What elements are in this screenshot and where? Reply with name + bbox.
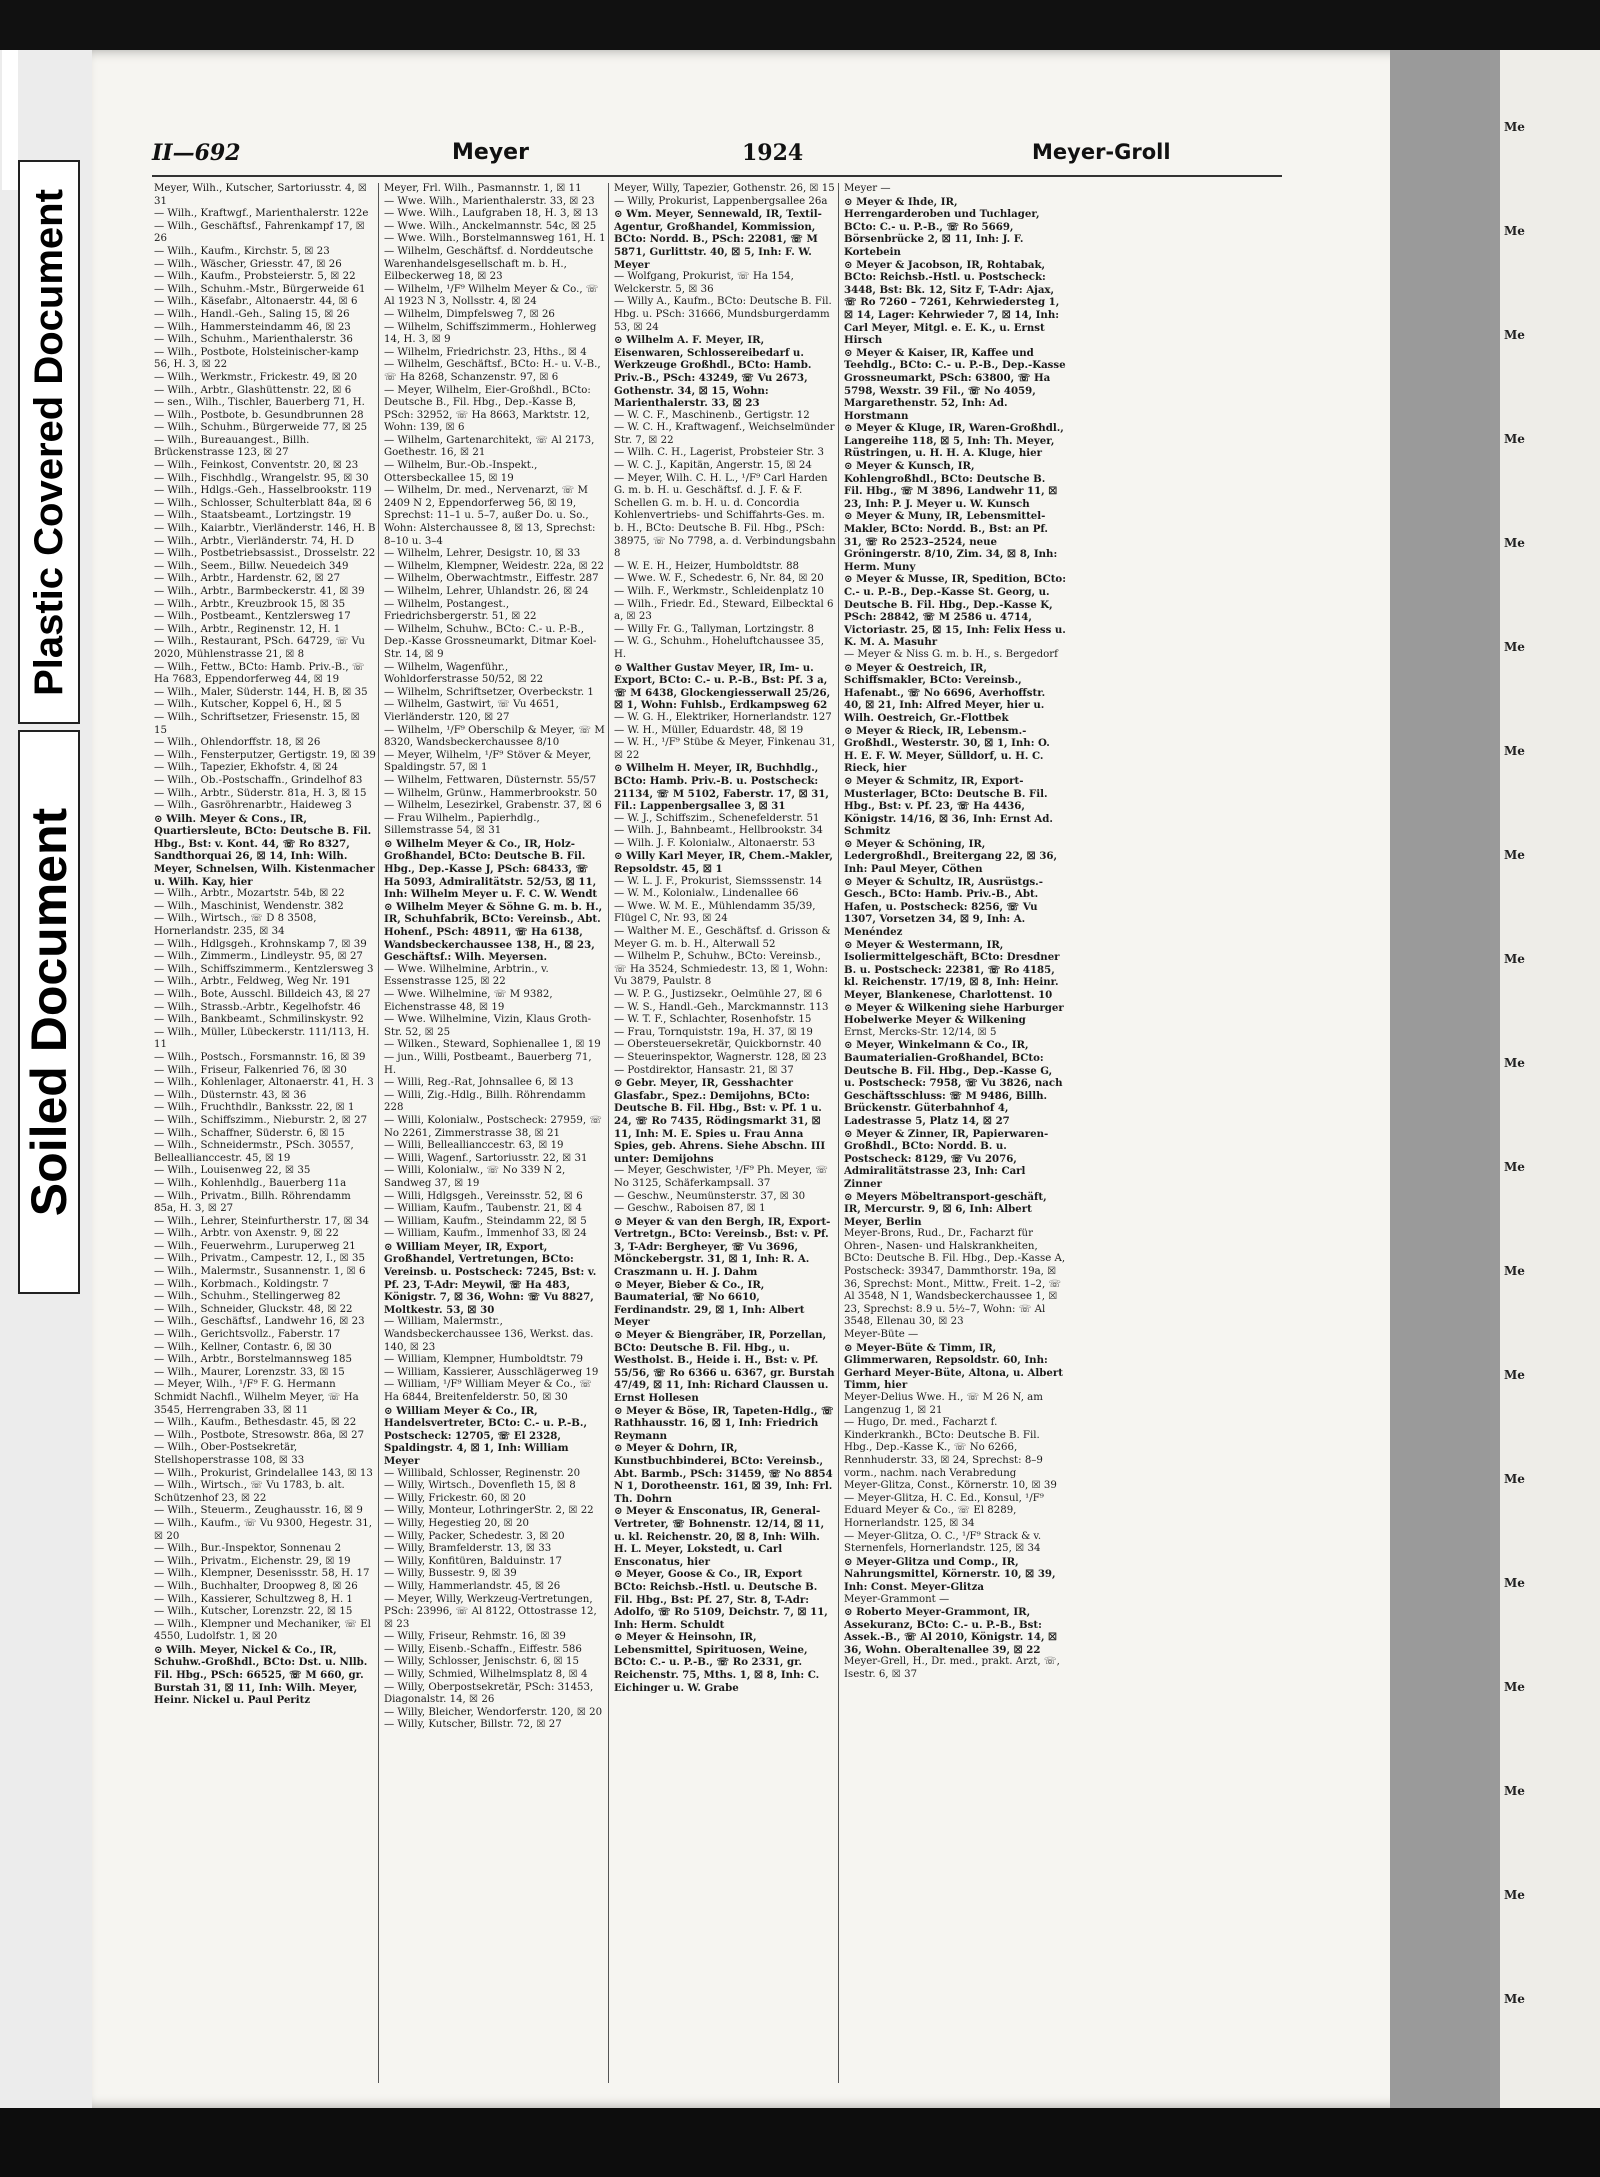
directory-entry: — William, Kaufm., Immenhof 33, ☒ 24 xyxy=(384,1228,587,1240)
directory-entry: — Wilh., Privatm., Campestr. 12, I., ☒ 35 xyxy=(154,1253,365,1265)
directory-entry: ⊙ Meyer, Winkelmann & Co., IR, Baumaterialien-Großhandel, BCto: Deutsche B. Fil. Hbg., Dep.-Kasse G, u. Postscheck: 7958, ☏ Vu 3826, nach Geschäftsschluss: ☏ M 9486, Billh. Brückenstr. Güterbahnhof 4, Ladestrasse 5, Platz 14, ☒ 27 xyxy=(844,1039,1063,1127)
directory-entry: — Wilh., Friseur, Falkenried 76, ☒ 30 xyxy=(154,1064,347,1076)
directory-entry: — Steuerinspektor, Wagnerstr. 128, ☒ 23 xyxy=(614,1051,827,1063)
directory-entry: — Wilh., Zimmerm., Lindleystr. 95, ☒ 27 xyxy=(154,951,363,963)
directory-entry: — Wilh., Kaufm., Kirchstr. 5, ☒ 23 xyxy=(154,245,330,257)
directory-entry: ⊙ Wilhelm Meyer & Söhne G. m. b. H., IR, Schuhfabrik, BCto: Vereinsb., Abt. Hohenf., PSch: 48911, ☏ Ha 6138, Wandsbeckerchaussee 138, H., ☒ 23, Geschäftsf.: Wilh. Meyersen. xyxy=(384,900,603,964)
directory-entry: ⊙ Meyer & Kunsch, IR, Kohlengroßhdl., BCto: Deutsche B. Fil. Hbg., ☏ M 3896, Landwehr 11, ☒ 23, Inh: P. J. Meyer u. W. Kunsch xyxy=(844,460,1058,510)
directory-entry: — Willi, Zig.-Hdlg., Billh. Röhrendamm 228 xyxy=(384,1089,586,1114)
directory-entry: ⊙ Meyer & Ihde, IR, Herrengarderoben und Tuchlager, BCto: C.- u. P.-B., ☏ Ro 5669, Börsenbrücke 2, ☒ 11, Inh: J. F. Kortebein xyxy=(844,195,1040,258)
directory-entry: ⊙ Meyer, Goose & Co., IR, Export BCto: Reichsb.-Hstl. u. Deutsche B. Fil. Hbg., Bst: Pf. 27, Str. 8, T-Adr: Adolfo, ☏ Ro 5109, Deichstr. 7, ☒ 11, Inh: Herm. Schuldt xyxy=(614,1568,828,1631)
entry-range-heading: Meyer-Groll xyxy=(1032,140,1171,164)
directory-entry: — Willibald, Schlosser, Reginenstr. 20 xyxy=(384,1467,581,1479)
directory-entry: Meyer-Delius Wwe. H., ☏ M 26 N, am Langenzug 1, ☒ 21 xyxy=(844,1392,1043,1416)
cut-label xyxy=(2,50,18,190)
directory-entry: — Wilhelm, ¹/F⁹ Wilhelm Meyer & Co., ☏ Al 1923 N 3, Nollsstr. 4, ☒ 24 xyxy=(384,283,599,308)
directory-entry: — Wilh., Buchhalter, Droopweg 8, ☒ 26 xyxy=(154,1580,358,1592)
directory-entry: ⊙ William Meyer, IR, Export, Großhandel, Vertretungen, BCto: Vereinsb. u. Postscheck: 7245, Bst: v. Pf. 23, T-Adr: Meywil, ☏ Ha 483, Königstr. 7, ☒ 36, Wohn: ☏ Vu 8827, Moltkestr. 53, ☒ 30 xyxy=(384,1240,597,1316)
directory-entry: ⊙ Gebr. Meyer, IR, Gesshachter Glasfabr., Spez.: Demijohns, BCto: Deutsche B. Fil. Hbg., Bst: v. Pf. 1 u. 24, ☏ Ro 7435, Rödingsmarkt 31, ☒ 11, Inh: M. E. Spies u. Frau Anna Spies, geb. Ahrens. Siehe Abschn. III unter: Demijohns xyxy=(614,1077,826,1165)
directory-entry: — sen., Wilh., Tischler, Bauerberg 71, H. xyxy=(154,397,365,409)
directory-entry: — Willy, Eisenb.-Schaffn., Eiffestr. 586 xyxy=(384,1643,582,1655)
directory-entry: — Willi, Belleallianccestr. 63, ☒ 19 xyxy=(384,1140,564,1152)
column-4 xyxy=(844,183,1066,2093)
directory-entry: ⊙ William Meyer & Co., IR, Handelsvertreter, BCto: C.- u. P.-B., Postscheck: 12705, ☏ El 2328, Spaldingstr. 4, ☒ 1, Inh: William Meyer xyxy=(384,1404,587,1467)
directory-entry: — W. H., ¹/F⁹ Stübe & Meyer, Finkenau 31, ☒ 22 xyxy=(614,737,836,761)
directory-entry: — Wwe. W. M. E., Mühlendamm 35/39, Flügel C, Nr. 93, ☒ 24 xyxy=(614,900,816,925)
directory-entry: Meyer-Büte — xyxy=(844,1329,919,1341)
directory-entry: — Willy, Konfitüren, Balduinstr. 17 xyxy=(384,1555,563,1567)
directory-entry: — Wilh., Seem., Billw. Neuedeich 349 xyxy=(154,560,349,572)
directory-entry: — Wilh., Werkmstr., Frickestr. 49, ☒ 20 xyxy=(154,371,358,383)
next-page-fragment: Me xyxy=(1504,1160,1525,1174)
directory-entry: — Geschw., Raboisen 87, ☒ 1 xyxy=(614,1203,766,1215)
year-heading: 1924 xyxy=(742,140,804,166)
directory-entry: ⊙ Meyer, Bieber & Co., IR, Baumaterial, ☏ No 6610, Ferdinandstr. 29, ☒ 1, Inh: Albert Meyer xyxy=(614,1278,805,1329)
directory-entry: — Wilhelm, Dimpfelsweg 7, ☒ 26 xyxy=(384,308,555,320)
directory-entry: — W. C. H., Kraftwagenf., Weichselmünder Str. 7, ☒ 22 xyxy=(614,422,835,446)
directory-entry: — William, ¹/F⁹ William Meyer & Co., ☏ Ha 6844, Breitenfelderstr. 50, ☒ 30 xyxy=(384,1379,593,1403)
directory-entry: — Wwe. Wilh., Borstelmannsweg 161, H. 1 xyxy=(384,233,606,245)
directory-entry: — Walther M. E., Geschäftsf. d. Grisson & Meyer G. m. b. H., Alterwall 52 xyxy=(614,926,831,950)
directory-entry: — Wilh., Feinkost, Conventstr. 20, ☒ 23 xyxy=(154,460,359,472)
directory-entry: — Wilh., Arbtr., Mozartstr. 54b, ☒ 22 xyxy=(154,888,345,900)
directory-entry: — Willy, Hammerlandstr. 45, ☒ 26 xyxy=(384,1580,561,1592)
plastic-covered-text: Plastic Covered Document xyxy=(26,188,71,696)
directory-entry: ⊙ Wilhelm H. Meyer, IR, Buchhdlg., BCto: Hamb. Priv.-B. u. Postscheck: 21134, ☏ M 5102, Faberstr. 17, ☒ 31, Fil.: Lappenbergsallee 3, ☒ 31 xyxy=(614,762,829,813)
directory-entry: — Willy, Monteur, LothringerStr. 2, ☒ 22 xyxy=(384,1505,594,1517)
header-rule xyxy=(152,175,1282,177)
directory-entry: — Wilh., Düsternstr. 43, ☒ 36 xyxy=(154,1089,307,1101)
directory-entry: — Meyer, Wilh., ¹/F⁹ F. G. Hermann Schmidt Nachfl., Wilhelm Meyer, ☏ Ha 3545, Herrengraben 33, ☒ 11 xyxy=(154,1379,359,1416)
next-page-fragment: Me xyxy=(1504,952,1525,966)
directory-entry: — W. S., Handl.-Geh., Marckmannstr. 113 xyxy=(614,1001,829,1013)
directory-entry: — W. G. H., Elektriker, Hornerlandstr. 127 xyxy=(614,711,832,723)
directory-entry: — W. H., Müller, Eduardstr. 48, ☒ 19 xyxy=(614,724,804,736)
directory-entry: — Willi, Kolonialw., ☏ No 339 N 2, Sandweg 37, ☒ 19 xyxy=(384,1165,566,1189)
directory-entry: — Wilh., Postbote, b. Gesundbrunnen 28 xyxy=(154,409,364,421)
directory-entry: ⊙ Meyers Möbeltransport-geschäft, IR, Mercurstr. 9, ☒ 6, Inh: Albert Meyer, Berlin xyxy=(844,1190,1047,1228)
directory-entry: — Willy, Bramfelderstr. 13, ☒ 33 xyxy=(384,1543,552,1555)
directory-entry: ⊙ Meyer & Westermann, IR, Isoliermittelgeschäft, BCto: Dresdner B. u. Postscheck: 22381, ☏ Ro 4185, kl. Reichenstr. 17/19, ☒ 8, Inh: Heinr. Meyer, Blankenese, Charlottenst. 10 xyxy=(844,938,1060,1001)
directory-entry: — Wilken., Steward, Sophienallee 1, ☒ 19 xyxy=(384,1039,601,1051)
directory-entry: — W. E. H., Heizer, Humboldtstr. 88 xyxy=(614,560,800,572)
directory-entry: — Wilhelm P., Schuhw., BCto: Vereinsb., ☏ Ha 3524, Schmiedestr. 13, ☒ 1, Wohn: Vu 3879, Paulstr. 8 xyxy=(614,951,829,988)
directory-entry: — Wilh., Arbtr. von Axenstr. 9, ☒ 22 xyxy=(154,1228,339,1240)
soiled-document-text: Soiled Document xyxy=(21,807,77,1217)
directory-entry: — Wilh., Maurer, Lorenzstr. 33, ☒ 15 xyxy=(154,1366,345,1378)
directory-entry: — Wilh., Schuhm., Marienthalerstr. 36 xyxy=(154,334,353,346)
directory-entry: — William, Kassierer, Ausschlägerweg 19 xyxy=(384,1366,599,1378)
directory-entry: ⊙ Meyer & Zinner, IR, Papierwaren-Großhdl., BCto: Nordd. B. u. Postscheck: 8129, ☏ Vu 2076, Admiralitätstrasse 23, Inh: Carl Zinner xyxy=(844,1127,1049,1190)
directory-entry: — Wilh., Wäscher, Griesstr. 47, ☒ 26 xyxy=(154,258,342,270)
directory-entry: — Wilh., Prokurist, Grindelallee 143, ☒ 13 xyxy=(154,1467,373,1479)
directory-entry: Meyer-Glitza, Const., Körnerstr. 10, ☒ 39 xyxy=(844,1480,1057,1492)
directory-entry: — Wilh., Postbote, Stresowstr. 86a, ☒ 27 xyxy=(154,1429,365,1441)
directory-entry: ⊙ Willy Karl Meyer, IR, Chem.-Makler, Repsoldstr. 45, ☒ 1 xyxy=(614,850,833,876)
directory-entry: — Wolfgang, Prokurist, ☏ Ha 154, Welckerstr. 5, ☒ 36 xyxy=(614,271,794,295)
next-page-edge xyxy=(1500,50,1600,2108)
directory-entry: — Willy, Wirtsch., Dovenfleth 15, ☒ 8 xyxy=(384,1480,576,1492)
directory-entry: — Wilh., Handl.-Geh., Saling 15, ☒ 26 xyxy=(154,308,350,320)
directory-entry: — Wilhelm, Lehrer, Uhlandstr. 26, ☒ 24 xyxy=(384,586,589,597)
directory-entry: — Frau, Tornquiststr. 19a, H. 37, ☒ 19 xyxy=(614,1026,813,1038)
directory-entry: — Wwe. Wilh., Anckelmannstr. 54c, ☒ 25 xyxy=(384,220,597,232)
directory-entry: — William, Kaufm., Steindamm 22, ☒ 5 xyxy=(384,1215,587,1227)
next-page-fragment: Me xyxy=(1504,224,1525,238)
directory-entry: — Wilhelm, Schriftsetzer, Overbeckstr. 1 xyxy=(384,686,594,698)
directory-entry: — Wilh., Geschäftsf., Fahrenkampf 17, ☒ 26 xyxy=(154,220,365,245)
directory-entry: ⊙ Meyer & van den Bergh, IR, Export-Vertretgn., BCto: Vereinsb., Bst: v. Pf. 3, T-Adr: Bergheyer, ☏ Vu 3696, Mönckebergstr. 31, ☒ 1, Inh: R. A. Craszmann u. H. J. Dahm xyxy=(614,1215,831,1279)
directory-entry: Meyer-Brons, Rud., Dr., Facharzt für Ohren-, Nasen- und Halskrankheiten, BCto: Deutsche B. Fil. Hbg., Dep.-Kasse A, Postscheck: 39347, Dammthorstr. 19a, ☒ 36, Sprechst: Mont., Mittw., Freit. 1–2, ☏ Al 3548, N 1, Wandsbeckerchaussee 1, ☒ 23, Sprechst: 8.9 u. 5½–7, Wohn: ☏ Al 3548, Ellenau 30, ☒ 23 xyxy=(844,1228,1066,1328)
directory-entry: — Wilh., Lehrer, Steinfurtherstr. 17, ☒ 34 xyxy=(154,1215,369,1227)
directory-entry: — Wilh., Geschäftsf., Landwehr 16, ☒ 23 xyxy=(154,1316,365,1328)
directory-entry: — Willy, Kutscher, Billstr. 72, ☒ 27 xyxy=(384,1719,562,1731)
directory-entry: — Wilh., Kaufm., ☏ Vu 9300, Hegestr. 31, ☒ 20 xyxy=(154,1517,372,1542)
directory-entry: ⊙ Meyer & Kaiser, IR, Kaffee und Teehdlg., BCto: C.- u. P.-B., Dep.-Kasse Grossneumarkt, PSch: 63800, ☏ Ha 5798, Wexstr. 39 Fil., ☏ No 4059, Margarethenstr. 52, Inh: Ad. Horstmann xyxy=(844,346,1066,422)
next-page-fragment: Me xyxy=(1504,1472,1525,1486)
directory-entry: — Wilh., Ohlendorffstr. 18, ☒ 26 xyxy=(154,737,321,749)
directory-entry: ⊙ Wilhelm A. F. Meyer, IR, Eisenwaren, Schlossereibedarf u. Werkzeuge Großhdl., BCto: Hamb. Priv.-B., PSch: 43249, ☏ Vu 2673, Gothenstr. 34, ☒ 15, Wohn: Marienthalerstr. 33, ☒ 23 xyxy=(614,334,812,410)
directory-entry: ⊙ Meyer & Muny, IR, Lebensmittel-Makler, BCto: Nordd. B., Bst: an Pf. 31, ☏ Ro 2523–2524, neue Gröningerstr. 8/10, Zim. 34, ☒ 8, Inh: Herm. Muny xyxy=(844,510,1058,573)
directory-entry: ⊙ Walther Gustav Meyer, IR, Im- u. Export, BCto: C.- u. P.-B., Bst: Pf. 3 a, ☏ M 6438, Glockengiesserwall 25/26, ☒ 1, Wohn: Fuhlsb., Erdkampsweg 62 xyxy=(614,661,831,712)
directory-entry: — Willy, Oberpostsekretär, PSch: 31453, Diagonalstr. 14, ☒ 26 xyxy=(384,1681,594,1706)
book-gutter xyxy=(1390,50,1500,2108)
directory-entry: — Wilh., Schiffszimm., Nieburstr. 2, ☒ 27 xyxy=(154,1114,368,1126)
directory-entry: — Willy, Friseur, Rehmstr. 16, ☒ 39 xyxy=(384,1631,566,1643)
directory-entry: — Wilhelm, Gartenarchitekt, ☏ Al 2173, Goethestr. 16, ☒ 21 xyxy=(384,434,595,459)
directory-entry: — Wilh., Schuhm., Bürgerweide 77, ☒ 25 xyxy=(154,422,368,434)
directory-entry: ⊙ Meyer & Ensconatus, IR, General-Vertreter, ☏ Bohnenstr. 12/14, ☒ 11, u. kl. Reichenstr. 20, ☒ 8, Inh: Wilh. H. L. Meyer, Lokstedt, u. Carl Ensconatus, hier xyxy=(614,1505,825,1568)
directory-entry: — Wilh., Ob.-Postschaffn., Grindelhof 83 xyxy=(154,774,363,786)
directory-entry: — Wilh., Restaurant, PSch. 64729, ☏ Vu 2020, Mühlenstrasse 21, ☒ 8 xyxy=(154,636,365,660)
directory-entry: — Willi, Kolonialw., Postscheck: 27959, ☏ No 2261, Zimmerstrasse 38, ☒ 21 xyxy=(384,1114,603,1139)
directory-entry: — Obersteuersekretär, Quickbornstr. 40 xyxy=(614,1039,822,1051)
directory-entry: — Wilh., Käsefabr., Altonaerstr. 44, ☒ 6 xyxy=(154,296,358,308)
directory-entry: — Willy, Frickestr. 60, ☒ 20 xyxy=(384,1492,526,1504)
directory-entry: — Wilh., Tapezier, Ekhofstr. 4, ☒ 24 xyxy=(154,762,338,774)
directory-entry: — Wilh., Kraftwgf., Marienthalerstr. 122e xyxy=(154,208,369,220)
surname-heading: Meyer xyxy=(452,140,529,165)
directory-entry: — Wilh., Steuerm., Zeughausstr. 16, ☒ 9 xyxy=(154,1505,363,1517)
directory-entry: — Wilh., Hdlgsgeh., Krohnskamp 7, ☒ 39 xyxy=(154,938,367,950)
directory-entry: — Wilh., Privatm., Billh. Röhrendamm 85a, H. 3, ☒ 27 xyxy=(154,1190,351,1215)
next-page-fragment: Me xyxy=(1504,1992,1525,2006)
directory-entry: — Wilhelm, Lehrer, Desigstr. 10, ☒ 33 xyxy=(384,548,581,560)
directory-entry: ⊙ Meyer & Dohrn, IR, Kunstbuchbinderei, BCto: Vereinsb., Abt. Barmb., PSch: 31459, ☏ No 8854 N 1, Dorotheenstr. 161, ☒ 39, Inh: Frl. Th. Dohrn xyxy=(614,1442,833,1505)
next-page-fragment: Me xyxy=(1504,1056,1525,1070)
directory-entry: — Wilhelm, Gastwirt, ☏ Vu 4651, Vierländerstr. 120, ☒ 27 xyxy=(384,699,559,723)
directory-entry: — Wilh., Schneider, Gluckstr. 48, ☒ 22 xyxy=(154,1303,353,1315)
directory-entry: — Wilh., Wirtsch., ☏ D 8 3508, Hornerlandstr. 235, ☒ 34 xyxy=(154,913,317,938)
next-page-fragment: Me xyxy=(1504,328,1525,342)
directory-entry: — Wwe. Wilhelmine, Arbtrin., v. Essenstrasse 125, ☒ 22 xyxy=(384,963,549,988)
directory-entry: — Wilh., Arbtr., Süderstr. 81a, H. 3, ☒ 15 xyxy=(154,787,367,799)
directory-entry: — Wilh., Arbtr., Feldweg, Weg Nr. 191 xyxy=(154,976,351,988)
directory-entry: — Wilh., Kutscher, Koppel 6, H., ☒ 5 xyxy=(154,699,342,711)
scan-border-top xyxy=(0,0,1600,50)
directory-entry: ⊙ Meyer & Biengräber, IR, Porzellan, BCto: Deutsche B. Fil. Hbg., u. Westholst. B., Heide i. H., Bst: v. Pf. 55/56, ☏ Ro 6366 u. 6367, gr. Burstah 47/49, ☒ 11, Inh: Richard Claussen u. Ernst Hollesen xyxy=(614,1329,835,1404)
directory-entry: — Geschw., Neumünsterstr. 37, ☒ 30 xyxy=(614,1190,806,1202)
directory-entry: — Wilhelm, Grünw., Hammerbrookstr. 50 xyxy=(384,787,598,799)
directory-entry: — Wilh., Schneidermstr., PSch. 30557, Belleallianccestr. 45, ☒ 19 xyxy=(154,1140,354,1164)
directory-entry: ⊙ Wilh. Meyer, Nickel & Co., IR, Schuhw.-Großhdl., BCto: Dst. u. Nllb. Fil. Hbg., PSch: 66525, ☏ M 660, gr. Burstah 31, ☒ 11, Inh: Wilh. Meyer, Heinr. Nickel u. Paul Peritz xyxy=(154,1643,368,1707)
directory-entry: — Meyer & Niss G. m. b. H., s. Bergedorf xyxy=(844,648,1058,660)
directory-entry: — Wilh., Kaufm., Bethesdastr. 45, ☒ 22 xyxy=(154,1417,357,1429)
directory-entry: ⊙ Meyer & Musse, IR, Spedition, BCto: C.- u. P.-B., Dep.-Kasse St. Georg, u. Deutsche B. Fil. Hbg., Dep.-Kasse K, PSch: 28842, ☏ M 2586 u. 4714, Victoriastr. 25, ☒ 15, Inh: Felix Hess u. K. M. A. Masuhr xyxy=(844,573,1066,649)
directory-entry: — W. G., Schuhm., Hoheluftchaussee 35, H. xyxy=(614,636,824,660)
directory-entry: — W. C. F., Maschinenb., Gertigstr. 12 xyxy=(614,409,810,421)
directory-entry: — Wilh., Privatm., Eichenstr. 29, ☒ 19 xyxy=(154,1555,351,1567)
directory-entry: — Willy, Hegestieg 20, ☒ 20 xyxy=(384,1517,529,1529)
directory-entry: — Wilh., Kaufm., Probsteierstr. 5, ☒ 22 xyxy=(154,271,356,283)
column-1 xyxy=(154,183,376,2093)
column-3 xyxy=(614,183,836,2093)
next-page-fragment: Me xyxy=(1504,848,1525,862)
directory-entry: — William, Kaufm., Taubenstr. 21, ☒ 4 xyxy=(384,1203,582,1215)
directory-entry: ⊙ Wm. Meyer, Sennewald, IR, Textil-Agentur, Großhandel, Kommission, BCto: Nordd. B., PSch: 22081, ☏ M 5871, Gurlittstr. 40, ☒ 5, Inh: F. W. Meyer xyxy=(614,208,822,271)
directory-entry: — Wilhelm, Schiffszimmerm., Hohlerweg 14, H. 3, ☒ 9 xyxy=(384,321,597,346)
directory-entry: ⊙ Meyer & Schöning, IR, Ledergroßhdl., Breitergang 22, ☒ 36, Inh: Paul Meyer, Cöthen xyxy=(844,837,1058,876)
directory-entry: — Meyer, Geschwister, ¹/F⁹ Ph. Meyer, ☏ No 3125, Schäferkampsall. 37 xyxy=(614,1165,829,1189)
directory-entry: — Wilh., Kohlenlager, Altonaerstr. 41, H. 3 xyxy=(154,1077,374,1089)
directory-entry: — Wilh., Schaffner, Süderstr. 6, ☒ 15 xyxy=(154,1127,345,1139)
directory-entry: Meyer-Grammont — xyxy=(844,1593,950,1605)
scan-border-bottom xyxy=(0,2108,1600,2177)
directory-entry: — Willy, Schmied, Wilhelmsplatz 8, ☒ 4 xyxy=(384,1669,588,1681)
directory-entry: — Wilh., Arbtr., Reginenstr. 12, H. 1 xyxy=(154,623,341,635)
directory-entry: — Willy, Packer, Schedestr. 3, ☒ 20 xyxy=(384,1530,565,1542)
directory-entry: — Wilh., Maschinist, Wendenstr. 382 xyxy=(154,900,344,912)
directory-entry: — Meyer, Wilhelm, ¹/F⁹ Stöver & Meyer, Spaldingstr. 57, ☒ 1 xyxy=(384,749,592,774)
column-2 xyxy=(384,183,606,2093)
directory-entry: ⊙ Wilhelm Meyer & Co., IR, Holz-Großhandel, BCto: Deutsche B. Fil. Hbg., Dep.-Kasse J, PSch: 68433, ☏ Ha 5093, Admiralitätstr. 52/53, ☒ 11, Inh: Wilhelm Meyer u. F. C. W. Wendt xyxy=(384,837,598,901)
directory-entry: ⊙ Meyer & Rieck, IR, Lebensm.-Großhdl., Westerstr. 30, ☒ 1, Inh: O. H. E. F. W. Meyer, Sülldorf, u. H. C. Rieck, hier xyxy=(844,724,1050,775)
directory-entry: — Wilh., Fensterputzer, Gertigstr. 19, ☒ 39 xyxy=(154,749,376,761)
directory-entry: — Wilh., Kutscher, Lorenzstr. 22, ☒ 15 xyxy=(154,1606,353,1618)
directory-entry: ⊙ Roberto Meyer-Grammont, IR, Assekuranz, BCto: C.- u. P.-B., Bst: Assek.-B., ☏ Al 2010, Königstr. 14, ☒ 36, Wohn. Oberaltenallee 39, ☒ 22 xyxy=(844,1606,1058,1656)
directory-entry: — Wilhelm, Geschäftsf., BCto: H.- u. V.-B., ☏ Ha 8268, Schanzenstr. 97, ☒ 6 xyxy=(384,359,601,383)
directory-entry: Ernst, Mercks-Str. 12/14, ☒ 5 xyxy=(844,1026,997,1038)
plastic-covered-label xyxy=(18,160,80,724)
directory-entry: — W. M., Kolonialw., Lindenallee 66 xyxy=(614,888,799,900)
directory-entry: — Wilh., Fettw., BCto: Hamb. Priv.-B., ☏ Ha 7683, Eppendorferweg 44, ☒ 19 xyxy=(154,661,365,686)
directory-entry: Meyer, Wilh., Kutscher, Sartoriusstr. 4, ☒ 31 xyxy=(154,183,368,207)
directory-entry: ⊙ Wilh. Meyer & Cons., IR, Quartiersleute, BCto: Deutsche B. Fil. Hbg., Bst: v. Kont. 44, ☏ Ro 8327, Sandthorquai 26, ☒ 14, Inh: Wilh. Meyer, Schnelsen, Wilh. Kistenmacher u. Wilh. Kay, hier xyxy=(154,812,375,888)
directory-entry: — W. J., Schiffszim., Schenefelderstr. 51 xyxy=(614,812,820,824)
directory-entry: — jun., Willi, Postbeamt., Bauerberg 71, H. xyxy=(384,1051,592,1076)
directory-entry: ⊙ Meyer-Büte & Timm, IR, Glimmerwaren, Repsoldstr. 60, Inh: Gerhard Meyer-Büte, Altona, u. Albert Timm, hier xyxy=(844,1341,1063,1392)
directory-entry: — Hugo, Dr. med., Facharzt f. Kinderkrankh., BCto: Deutsche B. Fil. Hbg., Dep.-Kasse K., ☏ No 6266, Rennhuderstr. 33, ☒ 24, Sprechst: 8–9 vorm., nachm. nach Verabredung xyxy=(844,1417,1043,1479)
next-page-fragment: Me xyxy=(1504,1784,1525,1798)
directory-entry: — Wilh., Wirtsch., ☏ Vu 1783, b. alt. Schützenhof 23, ☒ 22 xyxy=(154,1480,345,1504)
directory-entry: — Wilh., Gerichtsvollz., Faberstr. 17 xyxy=(154,1329,341,1341)
directory-entry: — Willy, Bleicher, Wendorferstr. 120, ☒ 20 xyxy=(384,1706,603,1718)
directory-entry: — Wilhelm, Fettwaren, Düsternstr. 55/57 xyxy=(384,774,597,786)
directory-entry: — Wilh., Bureauangest., Billh. Brückenstrasse 123, ☒ 27 xyxy=(154,434,310,459)
soiled-document-label xyxy=(18,730,80,1294)
directory-entry: — Meyer, Wilh. C. H. L., ¹/F⁹ Carl Harden G. m. b. H. u. Geschäftsf. d. J. F. & F. Schellen G. m. b. H. u. d. Concordia Kohlenvertriebs- und Schiffahrts-Ges. m. b. H., BCto: Deutsche B. Fil. Hbg., PSch: 38975, ☏ No 7798, a. d. Verbindungsbahn 8 xyxy=(614,472,836,560)
directory-entry: — Wilh., Arbtr., Borstelmannsweg 185 xyxy=(154,1354,352,1366)
directory-entry: — Wilh., Kellner, Contastr. 6, ☒ 30 xyxy=(154,1341,332,1353)
directory-entry: — Wilh., Friedr. Ed., Steward, Eilbecktal 6 a, ☒ 23 xyxy=(614,598,834,623)
directory-entry: — Wilh., Schiffszimmerm., Kentzlersweg 3 xyxy=(154,963,374,975)
next-page-fragment: Me xyxy=(1504,1576,1525,1590)
directory-entry: — Wilh. F., Werkmstr., Schleidenplatz 10 xyxy=(614,586,825,597)
directory-entry: ⊙ Meyer & Böse, IR, Tapeten-Hdlg., ☏ Rathhausstr. 16, ☒ 1, Inh: Friedrich Reymann xyxy=(614,1404,834,1442)
directory-entry: — W. T. F., Schlachter, Rosenhofstr. 15 xyxy=(614,1014,812,1026)
directory-entry: — Wilh. J., Bahnbeamt., Hellbrookstr. 34 xyxy=(614,825,823,837)
directory-entry: — Meyer, Wilhelm, Eier-Großhdl., BCto: Deutsche B., Fil. Hbg., Dep.-Kasse B, PSch: 32952, ☏ Ha 8663, Marktstr. 12, Wohn: 139, ☒ 6 xyxy=(384,384,591,434)
directory-entry: — Wilh., Korbmach., Koldingstr. 7 xyxy=(154,1278,329,1290)
directory-entry: — Postdirektor, Hansastr. 21, ☒ 37 xyxy=(614,1064,794,1076)
directory-entry: ⊙ Meyer & Schultz, IR, Ausrüstgs.-Gesch., BCto: Hamb. Priv.-B., Abt. Hafen, u. Postscheck: 8256, ☏ Vu 1307, Vorsetzen 34, ☒ 9, Inh: A. Menéndez xyxy=(844,875,1043,939)
page-header xyxy=(152,140,1252,174)
directory-entry: — William, Malermstr., Wandsbeckerchaussee 136, Werkst. das. 140, ☒ 23 xyxy=(384,1316,594,1353)
directory-entry: — Wilh., Postbeamt., Kentzlersweg 17 xyxy=(154,611,351,623)
directory-entry: — Wilh., Klempner, Desenissstr. 58, H. 17 xyxy=(154,1568,370,1580)
directory-entry: — Wilh., Arbtr., Vierländerstr. 74, H. D xyxy=(154,535,354,547)
directory-entry: — Wilhelm, Dr. med., Nervenarzt, ☏ M 2409 N 2, Eppendorferweg 56, ☒ 19, Sprechst: 11–1 u. 5–7, außer Do. u. So., Wohn: Alsterchaussee 8, ☒ 13, Sprechst: 8–10 u. 3–4 xyxy=(384,485,596,547)
directory-entry: — Wilh., Kohlenhdlg., Bauerberg 11a xyxy=(154,1177,347,1189)
directory-entry: — Willy Fr. G., Tallyman, Lortzingstr. 8 xyxy=(614,623,814,635)
directory-entry: — Wwe. Wilhelmine, Vizin, Klaus Groth-Str. 52, ☒ 25 xyxy=(384,1014,592,1038)
directory-entry: — Wilh., Postbote, Holsteinischer-kamp 56, H. 3, ☒ 22 xyxy=(154,346,359,371)
directory-entry: Meyer, Willy, Tapezier, Gothenstr. 26, ☒ 15 xyxy=(614,183,835,194)
directory-entry: ⊙ Meyer & Heinsohn, IR, Lebensmittel, Spirituosen, Weine, BCto: C.- u. P.-B., ☏ Ro 2331, gr. Reichenstr. 75, Mths. 1, ☒ 8, Inh: C. Eichinger u. W. Grabe xyxy=(614,1631,820,1694)
directory-entry: — Wilh., Gasröhrenarbtr., Haideweg 3 xyxy=(154,800,352,812)
directory-entry: — Wilh., Arbtr., Glashüttenstr. 22, ☒ 6 xyxy=(154,384,352,396)
directory-entry: — Wilh., Kassierer, Schultzweg 8, H. 1 xyxy=(154,1593,353,1605)
directory-entry: — Wilhelm, Klempner, Weidestr. 22a, ☒ 22 xyxy=(384,560,604,572)
directory-entry: — Wilh., Müller, Lübeckerstr. 111/113, H. 11 xyxy=(154,1026,370,1051)
directory-entry: — Wilhelm, Postangest., Friedrichsbergerstr. 51, ☒ 22 xyxy=(384,598,537,623)
directory-entry: — Wilhelm, Schuhw., BCto: C.- u. P.-B., Dep.-Kasse Grossneumarkt, Ditmar Koel-Str. 14, ☒ 9 xyxy=(384,623,597,660)
directory-entry: — Wilh., Postsch., Forsmannstr. 16, ☒ 39 xyxy=(154,1051,366,1063)
next-page-fragment: Me xyxy=(1504,640,1525,654)
directory-entry: — Wilh., Klempner und Mechaniker, ☏ El 4550, Ludolfstr. 1, ☒ 20 xyxy=(154,1618,371,1643)
directory-entry: — Wilh., Schlosser, Schulterblatt 84a, ☒ 6 xyxy=(154,497,372,509)
directory-entry: — Wilh., Schuhm., Stellingerweg 82 xyxy=(154,1291,341,1303)
directory-entry: — Meyer-Glitza, O. C., ¹/F⁹ Strack & v. Sternenfels, Hornerlandstr. 125, ☒ 34 xyxy=(844,1530,1042,1555)
directory-entry: — Wilh., Arbtr., Kreuzbrook 15, ☒ 35 xyxy=(154,598,346,610)
directory-entry: — Willy A., Kaufm., BCto: Deutsche B. Fil. Hbg. u. PSch: 31666, Mundsburgerdamm 53, ☒ 24 xyxy=(614,296,832,333)
directory-entry: — Wilh., Fischhdlg., Wrangelstr. 95, ☒ 30 xyxy=(154,472,369,484)
directory-entry: — Wwe. Wilh., Marienthalerstr. 33, ☒ 23 xyxy=(384,195,595,207)
directory-entry: — Wilh., Maler, Süderstr. 144, H. B, ☒ 35 xyxy=(154,686,368,698)
directory-entry: — Wilhelm, ¹/F⁹ Oberschilp & Meyer, ☏ M 8320, Wandsbeckerchaussee 8/10 xyxy=(384,724,605,749)
next-page-fragment: Me xyxy=(1504,1888,1525,1902)
next-page-fragment: Me xyxy=(1504,1680,1525,1694)
directory-entry: — Meyer, Willy, Werkzeug-Vertretungen, PSch: 23996, ☏ Al 8122, Ottostrasse 12, ☒ 23 xyxy=(384,1593,597,1630)
directory-entry: — Wilh., Schuhm.-Mstr., Bürgerweide 61 xyxy=(154,283,366,295)
directory-entry: — Wilh., Bur.-Inspektor, Sonnenau 2 xyxy=(154,1543,342,1555)
directory-entry: — Wilh., Ober-Postsekretär, Stellshoperstrasse 108, ☒ 33 xyxy=(154,1442,305,1466)
directory-page xyxy=(92,50,1492,2108)
directory-entry: — W. C. J., Kapitän, Angerstr. 15, ☒ 24 xyxy=(614,460,812,472)
column-divider xyxy=(378,183,379,2083)
directory-entry: — Wilhelm, Geschäftsf. d. Norddeutsche Warenhandelsgesellschaft m. b. H., Eilbeckerweg 18, ☒ 23 xyxy=(384,245,594,283)
directory-entry: ⊙ Meyer & Kluge, IR, Waren-Großhdl., Langereihe 118, ☒ 5, Inh: Th. Meyer, Rüstringen, u. H. H. A. Kluge, hier xyxy=(844,422,1064,460)
directory-entry: — Wilh., Hdlgs.-Geh., Hasselbrookstr. 119 xyxy=(154,485,372,497)
directory-entry: — W. L. J. F., Prokurist, Siemsssenstr. 14 xyxy=(614,875,823,887)
next-page-fragment: Me xyxy=(1504,120,1525,134)
directory-entry: — Wilhelm, Friedrichstr. 23, Hths., ☒ 4 xyxy=(384,346,587,358)
directory-entry: — Wilhelm, Lesezirkel, Grabenstr. 37, ☒ 6 xyxy=(384,800,602,812)
directory-entry: — Wilh., Arbtr., Barmbeckerstr. 41, ☒ 39 xyxy=(154,586,365,597)
directory-entry: — Wilh., Strassb.-Arbtr., Kegelhofstr. 46 xyxy=(154,1001,361,1013)
directory-entry: — Willi, Hdlgsgeh., Vereinsstr. 52, ☒ 6 xyxy=(384,1190,583,1202)
directory-entry: — Wilhelm, Bur.-Ob.-Inspekt., Ottersbeckallee 15, ☒ 19 xyxy=(384,460,538,484)
directory-entry: — Wilhelm, Oberwachtmstr., Eiffestr. 287 xyxy=(384,573,599,585)
directory-entry: — Wilh., Feuerwehrm., Luruperweg 21 xyxy=(154,1240,356,1252)
directory-entry: — Wilh., Postbetriebsassist., Drosselstr. 22 xyxy=(154,548,376,560)
directory-entry: — Wilh., Kaiarbtr., Vierländerstr. 146, H. B xyxy=(154,523,376,535)
directory-entry: ⊙ Meyer & Schmitz, IR, Export-Musterlager, BCto: Deutsche B. Fil. Hbg., Bst: v. Pf. 23, ☏ Ha 4436, Königstr. 14/16, ☒ 36, Inh: Ernst Ad. Schmitz xyxy=(844,774,1053,838)
directory-entry: Meyer — xyxy=(844,183,891,194)
directory-entry: — Wilh., Arbtr., Hardenstr. 62, ☒ 27 xyxy=(154,573,341,585)
directory-entry: — Meyer-Glitza, H. C. Ed., Konsul, ¹/F⁹ Eduard Meyer & Co., ☏ El 8289, Hornerlandstr. 125, ☒ 34 xyxy=(844,1492,1044,1529)
directory-entry: — Wilhelm, Wagenführ., Wohldorferstrasse 50/52, ☒ 22 xyxy=(384,661,544,686)
next-page-fragment: Me xyxy=(1504,1368,1525,1382)
next-page-fragment: Me xyxy=(1504,432,1525,446)
directory-entry: Meyer-Grell, H., Dr. med., prakt. Arzt, ☏, Isestr. 6, ☒ 37 xyxy=(844,1656,1060,1681)
directory-entry: — Wilh., Louisenweg 22, ☒ 35 xyxy=(154,1165,311,1177)
directory-entry: — Wwe. W. F., Schedestr. 6, Nr. 84, ☒ 20 xyxy=(614,573,824,585)
directory-entry: — Wilh. J. F. Kolonialw., Altonaerstr. 53 xyxy=(614,837,816,849)
column-divider xyxy=(608,183,609,2083)
directory-entry: — Wwe. Wilh., Laufgraben 18, H. 3, ☒ 13 xyxy=(384,208,599,220)
directory-entry: — Wilh., Fruchthdlr., Banksstr. 22, ☒ 1 xyxy=(154,1102,355,1114)
page-number: II—692 xyxy=(152,140,241,166)
directory-entry: — Willy, Prokurist, Lappenbergsallee 26a xyxy=(614,195,828,207)
directory-entry: — Willi, Wagenf., Sartoriusstr. 22, ☒ 31 xyxy=(384,1152,588,1164)
column-divider xyxy=(838,183,839,2083)
directory-entry: — Wilh., Staatsbeamt., Lortzingstr. 19 xyxy=(154,510,352,522)
directory-entry: ⊙ Meyer & Wilkening siehe Harburger Hobelwerke Meyer & Wilkening xyxy=(844,1001,1064,1027)
next-page-fragment: Me xyxy=(1504,744,1525,758)
directory-entry: — W. P. G., Justizsekr., Oelmühle 27, ☒ 6 xyxy=(614,989,823,1000)
directory-entry: ⊙ Meyer & Jacobson, IR, Rohtabak, BCto: Reichsb.-Hstl. u. Postscheck: 3448, Bst: Bk. 12, Sitz F, T-Adr: Ajax, ☏ Ro 7260 – 7261, Kehrwiedersteg 1, ☒ 14, Lager: Kehrwieder 7, ☒ 14, Inh: Carl Meyer, Mitgl. e. E. K., u. Ernst Hirsch xyxy=(844,258,1060,347)
directory-entry: ⊙ Meyer-Glitza und Comp., IR, Nahrungsmittel, Körnerstr. 10, ☒ 39, Inh: Const. Meyer-Glitza xyxy=(844,1555,1056,1593)
directory-entry: — Wilh., Malermstr., Susannenstr. 1, ☒ 6 xyxy=(154,1266,366,1278)
next-page-fragment: Me xyxy=(1504,536,1525,550)
directory-entry: Meyer, Frl. Wilh., Pasmannstr. 1, ☒ 11 xyxy=(384,183,582,194)
directory-entry: — Willy, Bussestr. 9, ☒ 39 xyxy=(384,1568,517,1580)
next-page-fragment: Me xyxy=(1504,1264,1525,1278)
directory-entry: — William, Klempner, Humboldtstr. 79 xyxy=(384,1354,584,1366)
directory-entry: — Wilh., Hammersteindamm 46, ☒ 23 xyxy=(154,321,351,333)
directory-entry: — Wilh. C. H., Lagerist, Probsteier Str. 3 xyxy=(614,447,825,459)
directory-entry: — Frau Wilhelm., Papierhdlg., Sillemstrasse 54, ☒ 31 xyxy=(384,812,540,837)
directory-entry: — Wilh., Schriftsetzer, Friesenstr. 15, ☒ 15 xyxy=(154,711,360,736)
directory-entry: — Wilh., Bankbeamt., Schmilinskystr. 92 xyxy=(154,1014,364,1026)
directory-entry: — Willi, Reg.-Rat, Johnsallee 6, ☒ 13 xyxy=(384,1077,574,1089)
directory-entry: — Willy, Schlosser, Jenischstr. 6, ☒ 15 xyxy=(384,1656,579,1668)
directory-entry: — Wilh., Bote, Ausschl. Billdeich 43, ☒ 27 xyxy=(154,989,371,1000)
directory-entry: ⊙ Meyer & Oestreich, IR, Schiffsmakler, BCto: Vereinsb., Hafenabt., ☏ No 6696, Averhoffstr. 40, ☒ 21, Inh: Alfred Meyer, hier u. Wilh. Oestreich, Gr.-Flottbek xyxy=(844,661,1046,724)
directory-entry: — Wwe. Wilhelmine, ☏ M 9382, Eichenstrasse 48, ☒ 19 xyxy=(384,989,553,1013)
